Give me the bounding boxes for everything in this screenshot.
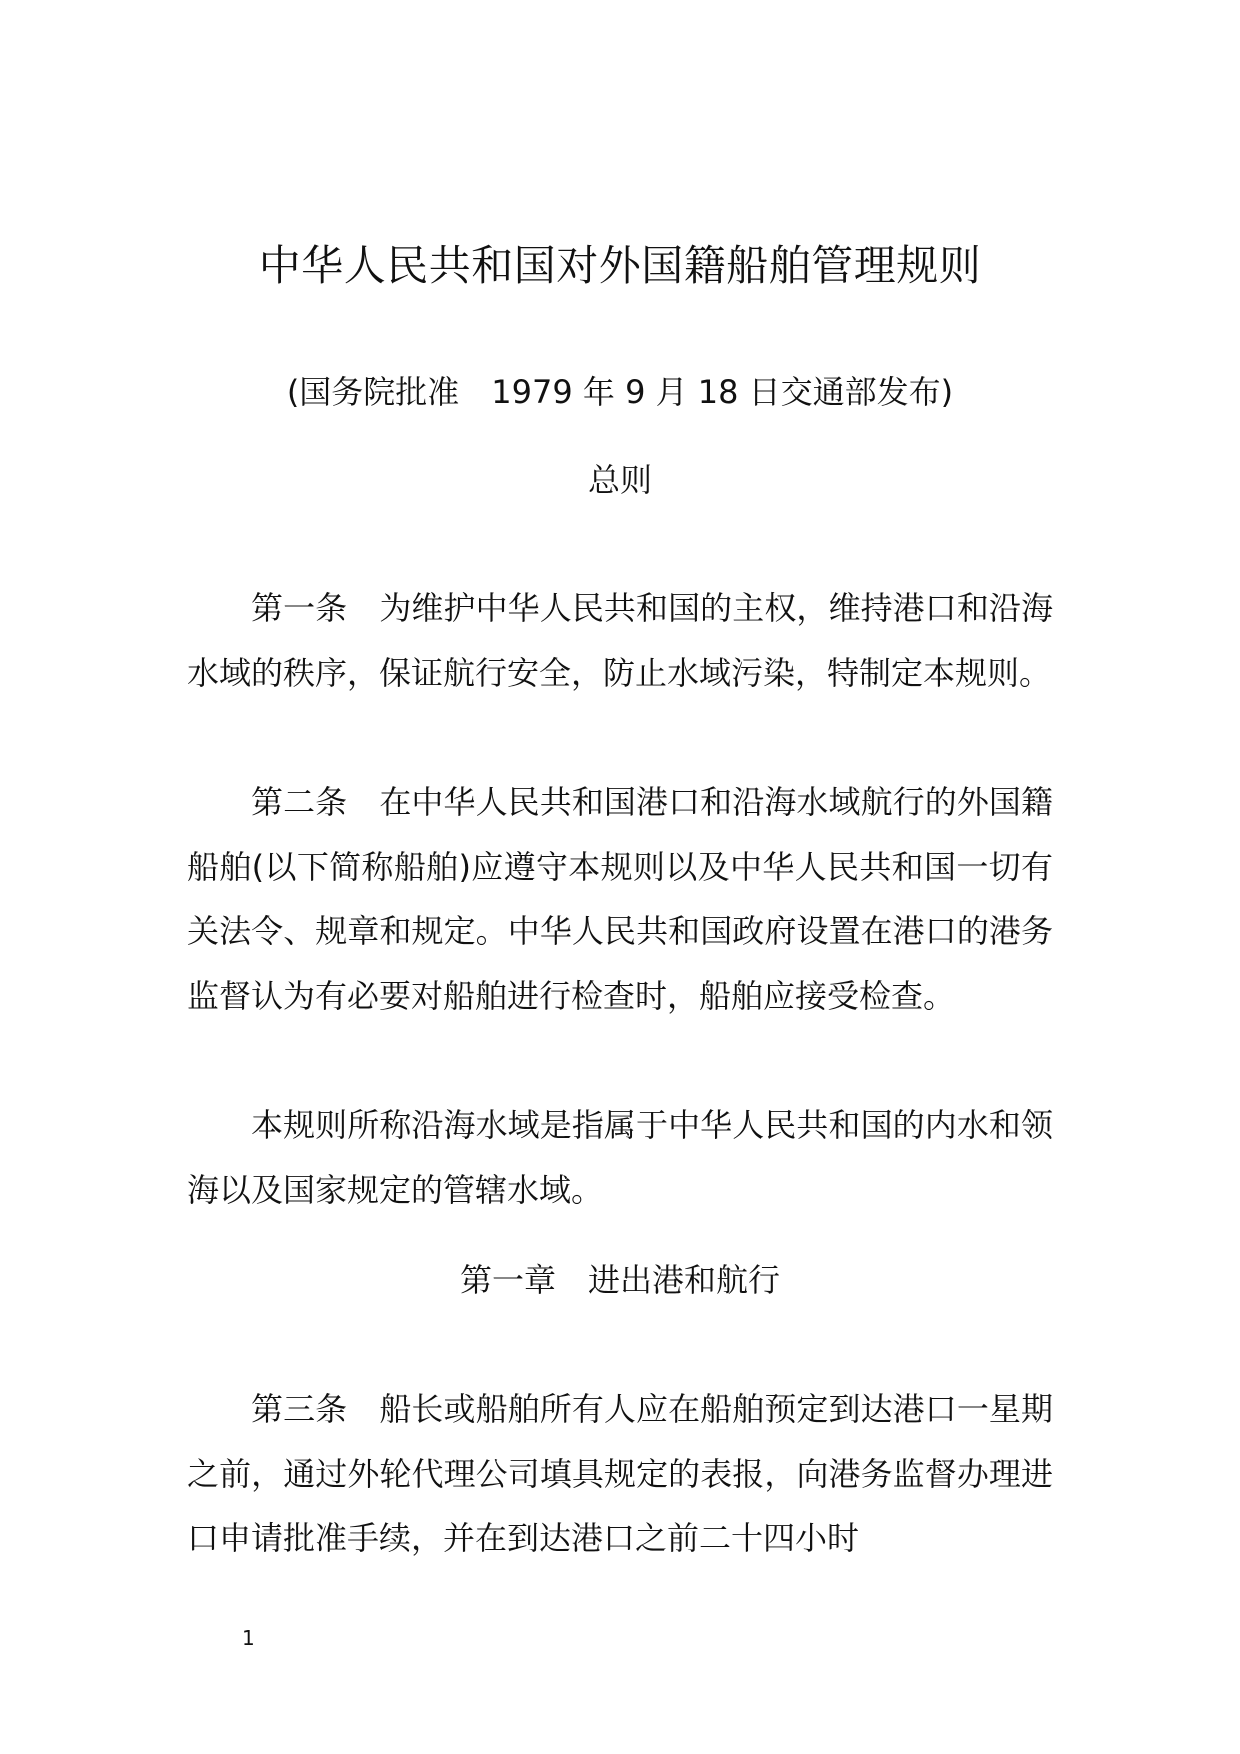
chapter-1-heading: 第一章 进出港和航行	[459, 1261, 780, 1299]
article-2-paragraph: 第二条 在中华人民共和国港口和沿海水域航行的外国籍船舶(以下简称船舶)应遵守本规则以及中华人民共和国一切有关法令、规章和规定。中华人民共和国政府设置在港口的港务监督认为有必要对船舶进行检查时，船舶应接受检查。	[187, 783, 1053, 1015]
article-3-paragraph: 第三条 船长或船舶所有人应在船舶预定到达港口一星期之前，通过外轮代理公司填具规定的表报，向港务监督办理进口申请批准手续，并在到达港口之前二十四小时	[187, 1390, 1053, 1557]
document-subtitle: (国务院批准 1979 年 9 月 18 日交通部发布)	[286, 373, 954, 411]
section-heading-general: 总则	[587, 461, 652, 499]
document-title: 中华人民共和国对外国籍船舶管理规则	[258, 241, 982, 290]
article-1-paragraph: 第一条 为维护中华人民共和国的主权，维持港口和沿海水域的秩序，保证航行安全，防止水域污染，特制定本规则。	[187, 589, 1053, 692]
coastal-waters-definition-paragraph: 本规则所称沿海水域是指属于中华人民共和国的内水和领海以及国家规定的管辖水域。	[187, 1106, 1053, 1209]
page-number: 1	[242, 1626, 255, 1650]
